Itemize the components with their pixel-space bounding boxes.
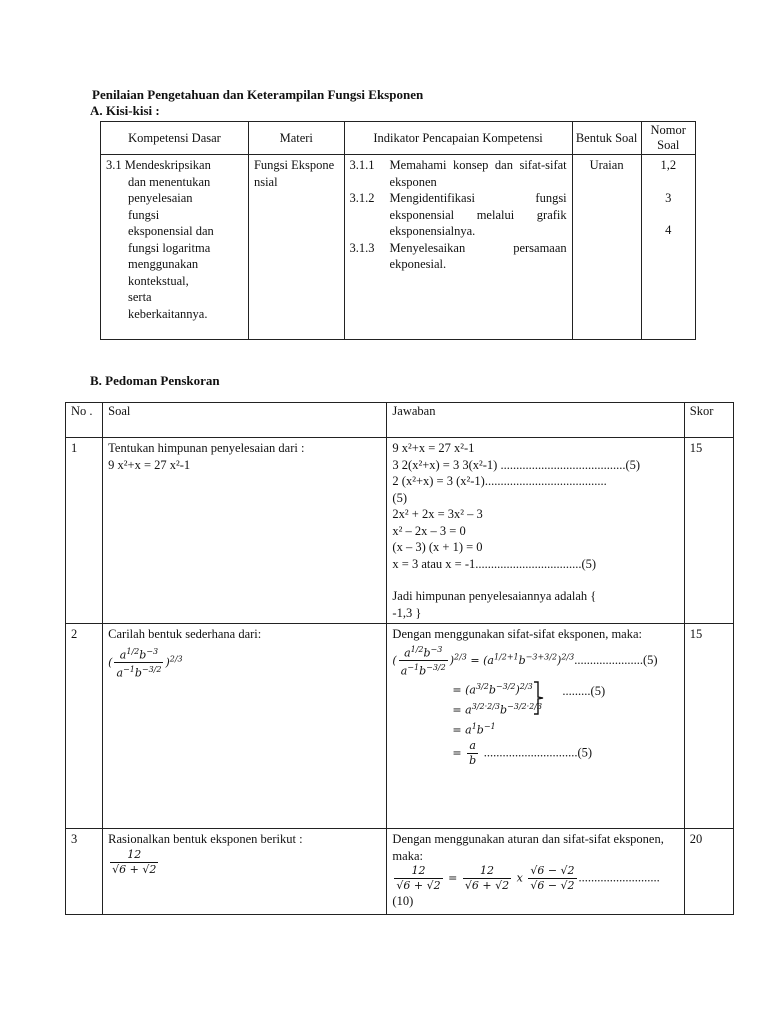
header-kompetensi-dasar: Kompetensi Dasar [101,122,249,155]
indikator-cell [344,155,572,340]
soal-expression: ( $\frac{a^{1/2}b^{-3}}{a^{-1}b^{-3/2}}$ )$^{2/3}$ [108,646,183,680]
kd-line: menggunakan [128,257,199,271]
kd-line: serta [128,290,152,304]
header-nomor-soal: Nomor Soal [641,122,696,155]
kd-line: fungsi logaritma [128,240,211,255]
step-1: ( $\frac{a^{1/2}b^{-3}}{a^{-1}b^{-3/2}}$ )$^{2/3} = (a^{1/2+1}b^{-3+3/2})^{2/3}......................(5)$ [392,644,658,678]
indikator-item: 3.1.1 Memahami konsep dan sifat-sifat eksponen [349,158,567,189]
row-skor: 15 [684,438,733,624]
row-jawaban: Dengan menggunakan aturan dan sifat-sifat eksponen, maka: $\frac{12}{√6 + √2}$ = $\frac{12}{√6 + √2}$ x $\frac{√6 - √2}{√6 - √2}$ .......................... (10) [387,829,684,915]
soal-expression: $\frac{12}{√6 + √2}$ [112,847,157,876]
table-row [66,438,734,624]
header-skor: Skor [684,403,733,438]
materi-cell: Fungsi Eksponensial [248,155,344,340]
page-title: Penilaian Pengetahuan dan Keterampilan Fungsi Eksponen [92,87,424,102]
kd-line: kontekstual, [128,273,189,288]
steps-bracket-group: = $(a^{3/2}b^{-3/2})^{2/3}$ = $a^{3/2\cdot 2/3}b^{-3/2\cdot 2/3}$ .........(5) = $a^1b^{-1}$ = $\frac{a}{b}$ ..............................(5) [392,679,678,768]
bentuk-soal-cell: Uraian [572,155,641,340]
kompetensi-dasar-cell [101,155,249,340]
step-5: = $\frac{a}{b}$ ..............................(5) [452,739,593,768]
row-soal: Tentukan himpunan penyelesaian dari : 9 x²+x = 27 x²-1 [103,438,387,624]
indikator-item: 3.1.2 Mengidentifikasi fungsi eksponensial melalui grafik eksponensialnya. [349,191,567,238]
soal-math: 9 x²+x = 27 x²-1 [108,457,191,472]
step-3: = $a^{3/2\cdot 2/3}b^{-3/2\cdot 2/3}$ [452,701,543,717]
kd-line: eksponensial dan [128,224,214,238]
nomor-soal-cell: 1,2 3 4 [641,155,696,340]
row-skor: 20 [684,829,733,915]
row-jawaban: 9 x²+x = 27 x²-1 3 2(x²+x) = 3 3(x²-1) ........................................(5) 2 (x²+x) = 3 (x²-1)....................................... (5) 2x² + 2x = 3x² – 3 x² – 2x – 3 = 0 (x – 3) (x + 1) = 0 x = 3 atau x = -1..................................(5) Jadi himpunan penyelesaiannya adalah { -1,3 } [387,438,684,624]
kisi-header-row [101,122,696,155]
table-row [66,829,734,915]
rationalize-step: $\frac{12}{√6 + √2}$ = $\frac{12}{√6 + √2}$ x $\frac{√6 - √2}{√6 - √2}$ .......................... [396,864,660,892]
header-no: No . [66,403,103,438]
kd-line: fungsi [128,207,160,222]
header-materi: Materi [248,122,344,155]
row-no: 2 [66,624,103,829]
step-4: = $a^1b^{-1}$ [452,722,496,737]
row-soal: Rasionalkan bentuk eksponen berikut : $\frac{12}{√6 + √2}$ [103,829,387,915]
kd-first-line: 3.1 Mendeskripsikan [106,158,211,172]
row-skor: 15 [684,624,733,829]
bracket-icon [532,681,546,715]
kisi-row [101,155,696,340]
kisi-kisi-table [100,121,696,340]
row-soal: Carilah bentuk sederhana dari: ( $\frac{a^{1/2}b^{-3}}{a^{-1}b^{-3/2}}$ )$^{2/3}$ [103,624,387,829]
header-soal: Soal [103,403,387,438]
kd-line: keberkaitannya. [128,306,208,321]
table-row [66,624,734,829]
header-indikator: Indikator Pencapaian Kompetensi [344,122,572,155]
row-no: 3 [66,829,103,915]
header-bentuk-soal: Bentuk Soal [572,122,641,155]
row-jawaban: Dengan menggunakan sifat-sifat eksponen, maka: ( $\frac{a^{1/2}b^{-3}}{a^{-1}b^{-3/2}}$ )$^{2/3} = (a^{1/2+1}b^{-3+3/2})^{2/3}......................(5)$ = $(a^{3/2}b^{-3/2})^{2/3}$ = $a^{3/2\cdot 2/3}b^{-3/2\cdot 2/3}$ .........(5) = $a^1b^{-1}$ = $\frac{a}{b}$ ..............................(5) [387,624,684,829]
pedoman-penskoran-table [65,402,734,915]
row-no: 1 [66,438,103,624]
indikator-item: 3.1.3 Menyelesaikan persamaan ekponesial. [349,240,567,271]
section-b-heading: B. Pedoman Penskoran [90,373,220,388]
header-jawaban: Jawaban [387,403,684,438]
kd-line: dan menentukan [128,174,211,189]
kd-line: penyelesaian [128,191,193,205]
section-a-heading: A. Kisi-kisi : [90,103,160,118]
skor-header-row [66,403,734,438]
step-2: = $(a^{3/2}b^{-3/2})^{2/3}$ [452,681,533,697]
